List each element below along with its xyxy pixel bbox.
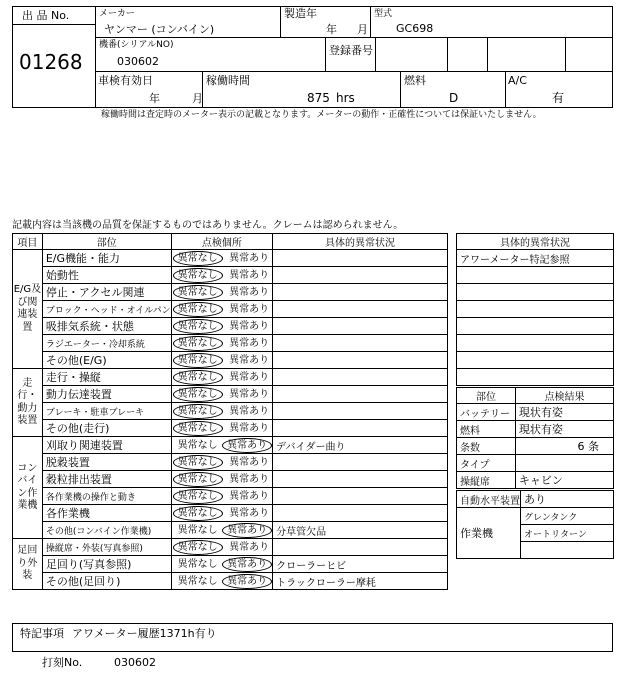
status-cell (171, 471, 273, 488)
status-cell (171, 488, 273, 505)
part-cell: 穀粒排出装置 (42, 471, 171, 488)
status-normal: 異常なし (173, 506, 223, 521)
table-row (13, 352, 448, 369)
divider (505, 71, 506, 108)
right-detail-line (457, 335, 614, 352)
detail-cell (273, 420, 448, 437)
divider (12, 24, 96, 25)
registration-label: 登録番号 (329, 44, 373, 57)
result-row (457, 455, 614, 472)
detail-cell (273, 488, 448, 505)
detail-cell: クローラーヒビ (273, 556, 448, 573)
status-normal: 異常なし (173, 489, 223, 504)
status-normal: 異常なし (173, 353, 223, 368)
part-cell: その他(E/G) (42, 352, 171, 369)
status-cell (171, 335, 273, 352)
status-normal: 異常なし (177, 575, 218, 587)
table-row (13, 267, 448, 284)
right-detail-line (457, 318, 614, 335)
table-row (13, 471, 448, 488)
work-label: 作業機 (457, 508, 521, 559)
status-cell (171, 420, 273, 437)
status-cell (171, 386, 273, 403)
part-cell: その他(走行) (42, 420, 171, 437)
part-cell: 脱穀装置 (42, 454, 171, 471)
result-part: 燃料 (457, 421, 516, 438)
status-abnormal: 異常あり (229, 354, 270, 366)
right-detail-table (456, 233, 614, 386)
year-suffix: 年 (326, 23, 337, 36)
result-value: 現状有姿 (515, 421, 613, 438)
part-cell: E/G機能・能力 (42, 250, 171, 267)
divider (487, 37, 488, 71)
divider (95, 71, 613, 72)
table-row (13, 573, 448, 590)
status-normal: 異常なし (173, 540, 223, 555)
status-cell (171, 318, 273, 335)
result-header-part: 部位 (457, 388, 516, 404)
work-line (521, 542, 614, 559)
part-cell: 各作業機の操作と動き (42, 488, 171, 505)
table-row (13, 369, 448, 386)
status-normal: 異常なし (173, 472, 223, 487)
table-row (13, 403, 448, 420)
divider (400, 71, 401, 108)
status-cell (171, 573, 273, 590)
group-label: E/G及び関連装置 (13, 250, 43, 369)
divider (95, 6, 96, 108)
special-label: 特記事項 (20, 627, 64, 640)
result-part: 条数 (457, 438, 516, 455)
detail-cell (273, 284, 448, 301)
part-cell: 走行・操縦 (42, 369, 171, 386)
status-cell (171, 437, 273, 454)
result-part: タイプ (457, 455, 516, 472)
status-cell (171, 267, 273, 284)
detail-cell (273, 505, 448, 522)
maker-value: ヤンマー (コンバイン) (104, 23, 215, 36)
result-part: バッテリー (457, 404, 516, 421)
inspection-table (12, 233, 448, 590)
status-abnormal: 異常あり (229, 490, 270, 502)
status-cell (171, 301, 273, 318)
table-row (13, 301, 448, 318)
work-line: オートリターン (521, 525, 614, 542)
status-abnormal: 異常あり (229, 337, 270, 349)
status-cell (171, 250, 273, 267)
result-row (457, 472, 614, 489)
part-cell: 足回り(写真参照) (42, 556, 171, 573)
hours-value: 875 (307, 91, 330, 105)
divider (447, 37, 448, 71)
part-cell: ブロック・ヘッド・オイルパン (42, 301, 171, 318)
table-row (13, 556, 448, 573)
status-abnormal: 異常あり (229, 371, 270, 383)
part-cell: 吸排気系統・状態 (42, 318, 171, 335)
quality-note: 記載内容は当該機の品質を保証するものではありません。クレームは認められません。 (12, 220, 404, 231)
status-abnormal: 異常あり (229, 456, 270, 468)
detail-cell (273, 250, 448, 267)
detail-cell (273, 386, 448, 403)
inspection-label: 車検有効日 (98, 74, 153, 87)
detail-cell (273, 454, 448, 471)
work-line: グレンタンク (521, 508, 614, 525)
result-row (457, 404, 614, 421)
status-abnormal: 異常あり (229, 405, 270, 417)
status-cell (171, 284, 273, 301)
stamp-label: 打刻No. (42, 656, 83, 669)
col-header-item: 項目 (13, 234, 43, 250)
fuel-value: D (449, 91, 459, 105)
table-row (13, 284, 448, 301)
status-normal: 異常なし (173, 268, 223, 283)
detail-cell (273, 369, 448, 386)
table-row (13, 437, 448, 454)
status-normal: 異常なし (173, 455, 223, 470)
hours-label: 稼働時間 (206, 74, 250, 87)
right-work-table (456, 490, 614, 559)
status-normal: 異常なし (177, 439, 218, 451)
col-header-part: 部位 (42, 234, 171, 250)
inspection-year: 年 (149, 92, 160, 105)
status-normal: 異常なし (173, 251, 223, 266)
result-row (457, 438, 614, 455)
divider (375, 37, 376, 71)
status-normal: 異常なし (177, 524, 218, 536)
part-cell: 刈取り関連装置 (42, 437, 171, 454)
status-abnormal: 異常あり (222, 438, 272, 453)
status-normal: 異常なし (173, 421, 223, 436)
special-value: アワメーター履歴1371h有り (72, 627, 217, 640)
status-abnormal: 異常あり (229, 541, 270, 553)
right-detail-line (457, 369, 614, 386)
inspection-month: 月 (192, 92, 203, 105)
result-value: キャビン (515, 472, 613, 489)
status-abnormal: 異常あり (222, 557, 272, 572)
exhibit-label: 出 品 No. (22, 9, 70, 22)
result-row (457, 421, 614, 438)
hours-note: 稼働時間は査定時のメーター表示の記載となります。メーターの動作・正確性については保証いたしません。 (101, 110, 542, 120)
part-cell: その他(コンバイン作業機) (42, 522, 171, 539)
status-abnormal: 異常あり (229, 422, 270, 434)
status-abnormal: 異常あり (229, 507, 270, 519)
right-detail-line (457, 301, 614, 318)
right-detail-line (457, 267, 614, 284)
table-row (13, 420, 448, 437)
part-cell: 始動性 (42, 267, 171, 284)
status-abnormal: 異常あり (222, 574, 272, 589)
divider (280, 6, 281, 37)
part-cell: ブレーキ・駐車ブレーキ (42, 403, 171, 420)
detail-cell (273, 318, 448, 335)
divider (370, 6, 371, 37)
status-abnormal: 異常あり (229, 286, 270, 298)
result-part: 操縦席 (457, 472, 516, 489)
month-suffix: 月 (357, 23, 368, 36)
status-abnormal: 異常あり (222, 523, 272, 538)
table-row (13, 539, 448, 556)
result-value: 現状有姿 (515, 404, 613, 421)
right-result-table (456, 387, 614, 489)
table-row (13, 386, 448, 403)
detail-cell (273, 301, 448, 318)
group-label: コンバイン作業機 (13, 437, 43, 539)
result-header-result: 点検結果 (515, 388, 613, 404)
status-normal: 異常なし (173, 302, 223, 317)
right-detail-line (457, 352, 614, 369)
detail-cell (273, 403, 448, 420)
table-row (13, 335, 448, 352)
detail-cell (273, 335, 448, 352)
detail-cell (273, 471, 448, 488)
status-cell (171, 454, 273, 471)
status-cell (171, 352, 273, 369)
part-cell: 動力伝達装置 (42, 386, 171, 403)
status-abnormal: 異常あり (229, 269, 270, 281)
status-normal: 異常なし (173, 285, 223, 300)
stamp-value: 030602 (114, 656, 156, 669)
manufacture-year-label: 製造年 (284, 7, 317, 20)
detail-cell (273, 539, 448, 556)
status-normal: 異常なし (173, 336, 223, 351)
part-cell: 各作業機 (42, 505, 171, 522)
table-row (13, 488, 448, 505)
group-label: 足回り外装 (13, 539, 43, 590)
status-abnormal: 異常あり (229, 252, 270, 264)
status-cell (171, 369, 273, 386)
table-row (13, 454, 448, 471)
table-row (13, 318, 448, 335)
exhibit-number: 01268 (19, 50, 83, 74)
right-detail-line (457, 284, 614, 301)
hours-unit: hrs (336, 91, 355, 105)
part-cell: ラジエーター・冷却系統 (42, 335, 171, 352)
status-abnormal: 異常あり (229, 388, 270, 400)
detail-cell (273, 267, 448, 284)
detail-cell: デバイダー曲り (273, 437, 448, 454)
divider (565, 37, 566, 71)
fuel-label: 燃料 (404, 74, 426, 87)
status-cell (171, 556, 273, 573)
table-row (13, 522, 448, 539)
result-value (515, 455, 613, 472)
status-cell (171, 505, 273, 522)
maker-label: メーカー (99, 9, 135, 19)
status-abnormal: 異常あり (229, 473, 270, 485)
auto-level-label: 自動水平装置 (457, 491, 521, 508)
status-normal: 異常なし (173, 404, 223, 419)
status-cell (171, 403, 273, 420)
part-cell: その他(足回り) (42, 573, 171, 590)
ac-value: 有 (552, 91, 565, 105)
right-detail-header: 具体的異常状況 (457, 234, 614, 250)
status-cell (171, 539, 273, 556)
col-header-detail: 具体的異常状況 (273, 234, 448, 250)
table-row (13, 250, 448, 267)
right-detail-line: アワーメーター特記参照 (457, 250, 614, 267)
col-header-point: 点検個所 (171, 234, 273, 250)
model-value: GC698 (396, 22, 434, 35)
status-cell (171, 522, 273, 539)
auto-level-value: あり (521, 491, 614, 508)
divider (325, 37, 326, 71)
detail-cell (273, 352, 448, 369)
divider (95, 37, 613, 38)
status-normal: 異常なし (173, 370, 223, 385)
status-abnormal: 異常あり (229, 320, 270, 332)
status-normal: 異常なし (173, 319, 223, 334)
result-value: 6 条 (515, 438, 613, 455)
status-normal: 異常なし (177, 558, 218, 570)
table-row (13, 505, 448, 522)
serial-label: 機番(シリアルNO) (99, 40, 174, 50)
part-cell: 停止・アクセル関連 (42, 284, 171, 301)
model-label: 型式 (374, 9, 393, 19)
status-normal: 異常なし (173, 387, 223, 402)
status-abnormal: 異常あり (229, 303, 270, 315)
ac-label: A/C (508, 74, 527, 87)
detail-cell: 分草管欠品 (273, 522, 448, 539)
detail-cell: トラックローラー摩耗 (273, 573, 448, 590)
group-label: 走行・動力装置 (13, 369, 43, 437)
serial-value: 030602 (117, 55, 159, 68)
part-cell: 操縦席・外装(写真参照) (42, 539, 171, 556)
